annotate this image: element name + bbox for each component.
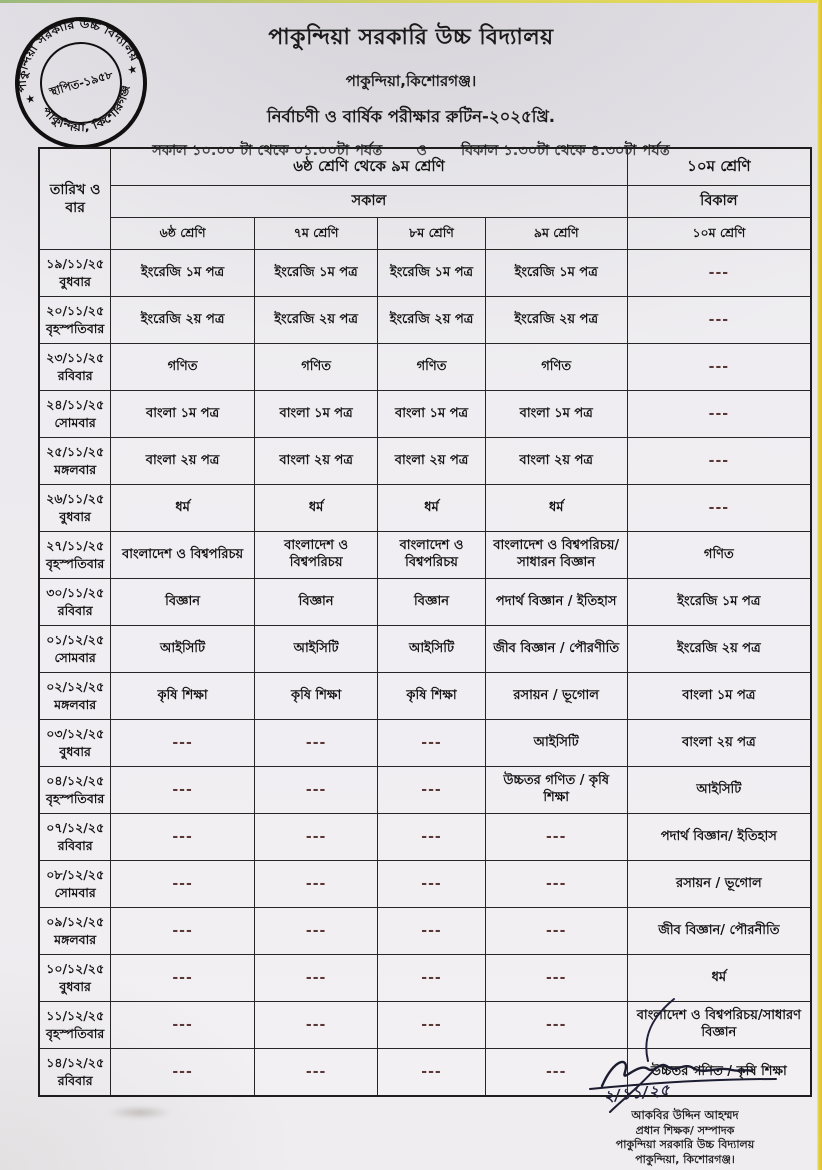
- subject-cell-class6: ---: [111, 1002, 255, 1049]
- table-row: [39, 814, 811, 861]
- exam-day: সোমবার: [54, 885, 96, 900]
- subject-cell-class9: ---: [485, 814, 627, 861]
- table-row: [39, 626, 811, 673]
- subject-cell-class6: ---: [111, 955, 255, 1002]
- subject-cell-class10: ---: [627, 391, 811, 438]
- subject-cell-class10: ধর্ম: [627, 955, 811, 1002]
- date-cell: [39, 1002, 111, 1049]
- exam-date: ০২/১২/২৫: [46, 678, 105, 694]
- subject-cell-class7: বিজ্ঞান: [254, 579, 378, 626]
- subject-cell-class7: ---: [254, 861, 378, 908]
- subject-cell-class7: বাংলাদেশ ও বিশ্বপরিচয়: [254, 532, 378, 579]
- table-row: [39, 391, 811, 438]
- table-row: [39, 861, 811, 908]
- exam-routine-table: [38, 147, 812, 1097]
- exam-date: ২০/১১/২৫: [46, 302, 105, 318]
- subject-cell-class6: ধর্ম: [111, 485, 255, 532]
- date-cell: [39, 767, 111, 814]
- subject-cell-class9: বাংলাদেশ ও বিশ্বপরিচয়/ সাধারন বিজ্ঞান: [485, 532, 627, 579]
- subject-cell-class8: ইংরেজি ১ম পত্র: [378, 250, 485, 297]
- class-header-9: ৯ম শ্রেণি: [485, 218, 627, 250]
- table-header-row-groups: [39, 148, 811, 186]
- class-header-8: ৮ম শ্রেণি: [378, 218, 485, 250]
- exam-date: ১৯/১১/২৫: [46, 255, 105, 271]
- school-name: পাকুন্দিয়া সরকারি উচ্চ বিদ্যালয়: [268, 25, 554, 50]
- date-cell: [39, 626, 111, 673]
- subject-cell-class6: বাংলা ২য় পত্র: [111, 438, 255, 485]
- subject-cell-class7: ইংরেজি ১ম পত্র: [254, 250, 378, 297]
- table-row: [39, 532, 811, 579]
- exam-day: সোমবার: [54, 415, 96, 430]
- subject-cell-class7: ---: [254, 1002, 378, 1049]
- signatory-details: [552, 1108, 818, 1168]
- table-row: [39, 297, 811, 344]
- subject-cell-class8: ---: [378, 720, 485, 767]
- subject-cell-class7: গণিত: [254, 344, 378, 391]
- subject-cell-class10: ---: [627, 438, 811, 485]
- subject-cell-class8: ইংরেজি ২য় পত্র: [378, 297, 485, 344]
- seal-center-text: স্থাপিত-১৯৫৮: [47, 67, 115, 99]
- table-row: [39, 250, 811, 297]
- date-cell: [39, 720, 111, 767]
- exam-date: ০৮/১২/২৫: [46, 866, 105, 882]
- subject-cell-class7: বাংলা ১ম পত্র: [254, 391, 378, 438]
- exam-day: রবিবার: [57, 368, 93, 383]
- subject-cell-class6: ---: [111, 1049, 255, 1097]
- subject-cell-class10: ---: [627, 344, 811, 391]
- subject-cell-class7: ---: [254, 908, 378, 955]
- subject-cell-class6: বাংলা ১ম পত্র: [111, 391, 255, 438]
- exam-date: ২৩/১১/২৫: [46, 349, 105, 365]
- table-header-row-session: [39, 186, 811, 218]
- signatory-place: পাকুন্দিয়া, কিশোরগঞ্জ।: [635, 1153, 735, 1167]
- subject-cell-class7: আইসিটি: [254, 626, 378, 673]
- date-cell: [39, 250, 111, 297]
- subject-cell-class8: ---: [378, 908, 485, 955]
- subject-cell-class10: পদার্থ বিজ্ঞান/ ইতিহাস: [627, 814, 811, 861]
- subject-cell-class7: কৃষি শিক্ষা: [254, 673, 378, 720]
- exam-date: ১৪/১২/২৫: [46, 1054, 105, 1070]
- subject-cell-class10: ---: [627, 485, 811, 532]
- subject-cell-class9: উচ্চতর গণিত / কৃষি শিক্ষা: [485, 767, 627, 814]
- exam-day: রবিবার: [57, 603, 93, 618]
- table-row: [39, 438, 811, 485]
- exam-date: ২৪/১১/২৫: [46, 396, 105, 412]
- class-header-6: ৬ষ্ঠ শ্রেণি: [111, 218, 255, 250]
- subject-cell-class7: ---: [254, 720, 378, 767]
- group-header-class10: ১০ম শ্রেণি: [627, 148, 811, 186]
- date-cell: [39, 673, 111, 720]
- subject-cell-class9: পদার্থ বিজ্ঞান / ইতিহাস: [485, 579, 627, 626]
- school-address: পাকুন্দিয়া,কিশোরগঞ্জ।: [345, 72, 477, 90]
- exam-day: বৃহস্পতিবার: [46, 791, 105, 806]
- subject-cell-class6: গণিত: [111, 344, 255, 391]
- subject-cell-class9: ধর্ম: [485, 485, 627, 532]
- class-header-10: ১০ম শ্রেণি: [627, 218, 811, 250]
- subject-cell-class8: বিজ্ঞান: [378, 579, 485, 626]
- subject-cell-class8: ---: [378, 1002, 485, 1049]
- subject-cell-class9: গণিত: [485, 344, 627, 391]
- seal-arc-top-text: পাকুন্দিয়া সরকারি উচ্চ বিদ্যালয়: [16, 18, 140, 93]
- subject-cell-class10: বাংলাদেশ ও বিশ্বপরিচয়/সাধারণ বিজ্ঞান: [627, 1002, 811, 1049]
- subject-cell-class6: কৃষি শিক্ষা: [111, 673, 255, 720]
- exam-date: ২৬/১১/২৫: [46, 490, 105, 506]
- signatory-organization: পাকুন্দিয়া সরকারি উচ্চ বিদ্যালয়: [615, 1138, 755, 1152]
- subject-cell-class6: ইংরেজি ১ম পত্র: [111, 250, 255, 297]
- subject-cell-class8: আইসিটি: [378, 626, 485, 673]
- date-cell: [39, 1049, 111, 1097]
- subject-cell-class8: ---: [378, 955, 485, 1002]
- date-cell: [39, 485, 111, 532]
- signatory-name: আকবির উদ্দিন আহম্মদ: [631, 1108, 739, 1122]
- subject-cell-class10: বাংলা ২য় পত্র: [627, 720, 811, 767]
- date-cell: [39, 955, 111, 1002]
- exam-date: ১০/১২/২৫: [46, 960, 105, 976]
- signature-date: ২/১১/২৫: [603, 1080, 672, 1106]
- table-row: [39, 1002, 811, 1049]
- subject-cell-class6: ---: [111, 908, 255, 955]
- subject-cell-class9: ---: [485, 861, 627, 908]
- subject-cell-class10: বাংলা ১ম পত্র: [627, 673, 811, 720]
- subject-cell-class7: ইংরেজি ২য় পত্র: [254, 297, 378, 344]
- date-cell: [39, 861, 111, 908]
- table-header-row-classes: [39, 218, 811, 250]
- exam-day: সোমবার: [54, 650, 96, 665]
- subject-cell-class7: ---: [254, 955, 378, 1002]
- exam-date: ৩০/১১/২৫: [46, 584, 105, 600]
- subject-cell-class7: ধর্ম: [254, 485, 378, 532]
- date-cell: [39, 391, 111, 438]
- subject-cell-class9: ---: [485, 955, 627, 1002]
- exam-day: বুধবার: [59, 509, 91, 524]
- routine-table-body: [39, 250, 811, 1097]
- subject-cell-class8: ---: [378, 767, 485, 814]
- exam-date: ১১/১২/২৫: [46, 1007, 105, 1023]
- routine-title: নির্বাচণী ও বার্ষিক পরীক্ষার রুটিন-২০২৫খ্রি.: [266, 107, 556, 126]
- exam-date: ২৭/১১/২৫: [46, 537, 105, 553]
- subject-cell-class6: ইংরেজি ২য় পত্র: [111, 297, 255, 344]
- subject-cell-class10: রসায়ন / ভূগোল: [627, 861, 811, 908]
- date-cell: [39, 297, 111, 344]
- subject-cell-class6: ---: [111, 720, 255, 767]
- subject-cell-class6: আইসিটি: [111, 626, 255, 673]
- subject-cell-class10: উচ্চতর গণিত / কৃষি শিক্ষা: [627, 1049, 811, 1097]
- subject-cell-class8: ---: [378, 814, 485, 861]
- session-header-morning: সকাল: [111, 186, 627, 218]
- subject-cell-class10: গণিত: [627, 532, 811, 579]
- subject-cell-class9: জীব বিজ্ঞান / পৌরণীতি: [485, 626, 627, 673]
- seal-star-right-icon: ★: [125, 62, 139, 78]
- subject-cell-class8: ---: [378, 861, 485, 908]
- subject-cell-class9: ---: [485, 908, 627, 955]
- exam-day: বুধবার: [59, 979, 91, 994]
- subject-cell-class6: বিজ্ঞান: [111, 579, 255, 626]
- exam-day: বুধবার: [59, 744, 91, 759]
- subject-cell-class6: বাংলাদেশ ও বিশ্বপরিচয়: [111, 532, 255, 579]
- exam-date: ০৪/১২/২৫: [46, 772, 105, 788]
- seal-arc-bottom-text: পাকুন্দিয়া, কিশোরগঞ্জ: [39, 86, 132, 135]
- subject-cell-class7: ---: [254, 814, 378, 861]
- seal-star-left-icon: ★: [23, 91, 38, 107]
- exam-day: রবিবার: [57, 1073, 93, 1088]
- exam-day: বৃহস্পতিবার: [46, 1026, 105, 1041]
- time-conjunction: ও: [416, 143, 427, 159]
- table-row: [39, 579, 811, 626]
- table-row: [39, 955, 811, 1002]
- exam-day: রবিবার: [57, 838, 93, 853]
- exam-day: বৃহস্পতিবার: [46, 321, 105, 336]
- table-row: [39, 673, 811, 720]
- subject-cell-class10: আইসিটি: [627, 767, 811, 814]
- session-header-afternoon: বিকাল: [627, 186, 811, 218]
- document-header: [0, 20, 822, 164]
- subject-cell-class6: ---: [111, 861, 255, 908]
- subject-cell-class9: বাংলা ২য় পত্র: [485, 438, 627, 485]
- subject-cell-class8: ---: [378, 1049, 485, 1097]
- subject-cell-class6: ---: [111, 814, 255, 861]
- corner-header-date-day: তারিখ ও বার: [39, 148, 111, 250]
- subject-cell-class8: ধর্ম: [378, 485, 485, 532]
- subject-cell-class9: বাংলা ১ম পত্র: [485, 391, 627, 438]
- date-cell: [39, 579, 111, 626]
- subject-cell-class8: বাংলাদেশ ও বিশ্বপরিচয়: [378, 532, 485, 579]
- subject-cell-class10: ইংরেজি ২য় পত্র: [627, 626, 811, 673]
- morning-time: সকাল ১০.০০ টা থেকে ০১.০০টা পর্যন্ত: [152, 143, 383, 159]
- afternoon-time: বিকাল ১.৩০টা থেকে ৪.৩০টা পর্যন্ত: [460, 143, 670, 159]
- subject-cell-class10: ---: [627, 250, 811, 297]
- exam-date: ০৭/১২/২৫: [46, 819, 105, 835]
- exam-date: ০১/১২/২৫: [46, 631, 105, 647]
- subject-cell-class10: জীব বিজ্ঞান/ পৌরনীতি: [627, 908, 811, 955]
- exam-day: মঙ্গলবার: [54, 932, 97, 947]
- subject-cell-class10: ---: [627, 297, 811, 344]
- subject-cell-class7: বাংলা ২য় পত্র: [254, 438, 378, 485]
- subject-cell-class6: ---: [111, 767, 255, 814]
- subject-cell-class10: ইংরেজি ১ম পত্র: [627, 579, 811, 626]
- date-cell: [39, 438, 111, 485]
- exam-day: বুধবার: [59, 274, 91, 289]
- subject-cell-class7: ---: [254, 767, 378, 814]
- subject-cell-class9: রসায়ন / ভূগোল: [485, 673, 627, 720]
- subject-cell-class7: ---: [254, 1049, 378, 1097]
- table-row: [39, 344, 811, 391]
- table-row: [39, 720, 811, 767]
- exam-date: ০৯/১২/২৫: [46, 913, 105, 929]
- subject-cell-class9: ---: [485, 1002, 627, 1049]
- class-header-7: ৭ম শ্রেণি: [254, 218, 378, 250]
- date-cell: [39, 344, 111, 391]
- exam-day: মঙ্গলবার: [54, 462, 97, 477]
- date-cell: [39, 532, 111, 579]
- subject-cell-class8: বাংলা ২য় পত্র: [378, 438, 485, 485]
- subject-cell-class9: ইংরেজি ১ম পত্র: [485, 250, 627, 297]
- table-row: [39, 908, 811, 955]
- table-row: [39, 485, 811, 532]
- table-row: [39, 767, 811, 814]
- group-header-class6to9: ৬ষ্ঠ শ্রেণি থেকে ৯ম শ্রেণি: [111, 148, 627, 186]
- subject-cell-class9: ইংরেজি ২য় পত্র: [485, 297, 627, 344]
- subject-cell-class8: গণিত: [378, 344, 485, 391]
- exam-date: ২৫/১১/২৫: [46, 443, 105, 459]
- subject-cell-class9: আইসিটি: [485, 720, 627, 767]
- subject-cell-class8: কৃষি শিক্ষা: [378, 673, 485, 720]
- signatory-designation: প্রধান শিক্ষক/ সম্পাদক: [635, 1123, 735, 1137]
- scan-smudge: [108, 1106, 172, 1119]
- subject-cell-class9: ---: [485, 1049, 627, 1097]
- exam-day: মঙ্গলবার: [54, 697, 97, 712]
- scan-edge-right: [817, 0, 822, 1170]
- date-cell: [39, 814, 111, 861]
- exam-day: বৃহস্পতিবার: [46, 556, 105, 571]
- subject-cell-class8: বাংলা ১ম পত্র: [378, 391, 485, 438]
- exam-date: ০৩/১২/২৫: [46, 725, 105, 741]
- date-cell: [39, 908, 111, 955]
